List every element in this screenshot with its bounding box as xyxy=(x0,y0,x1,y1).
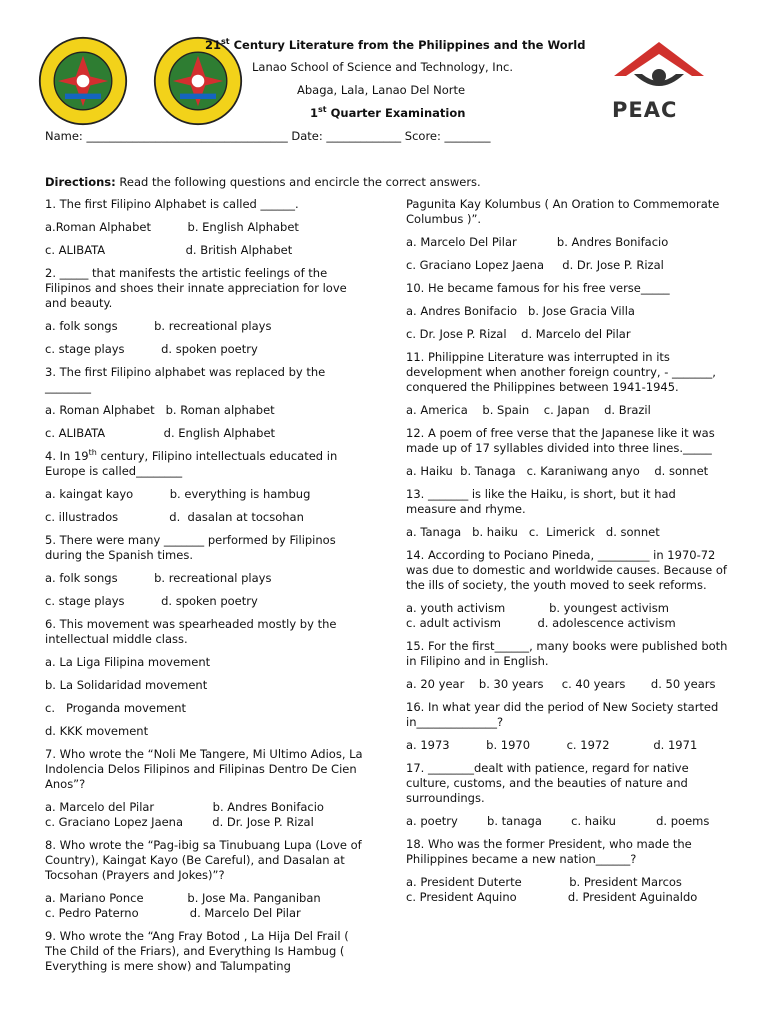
answer-options: a. poetry b. tanaga c. haiku d. poems xyxy=(406,814,710,828)
question-text: 5. There were many _______ performed by Filipinos during the Spanish times. xyxy=(45,533,336,562)
question-text: 17. ________dealt with patience, regard for native culture, customs, and the beauties of nature and surroundings. xyxy=(406,761,689,805)
course-title: 21st Century Literature from the Philippines and the World xyxy=(205,37,586,52)
answer-options: c. ALIBATA d. English Alphabet xyxy=(45,426,276,440)
answer-options: a. folk songs b. recreational plays xyxy=(45,319,272,333)
question-text: 2. _____ that manifests the artistic feelings of the Filipinos and shoes their innate appreciation for love and beauty. xyxy=(45,266,347,310)
answer-options: c. Graciano Lopez Jaena d. Dr. Jose P. Rizal xyxy=(406,258,664,272)
question-text: 9. Who wrote the “Ang Fray Botod , La Hija Del Frail ( The Child of the Friars), and Everything Is Hambug ( Everything is mere show) and Talumpating xyxy=(45,929,349,973)
question-text: 10. He became famous for his free verse_____ xyxy=(406,281,670,295)
question-text: 15. For the first______, many books were published both in Filipino and in English. xyxy=(406,639,728,668)
answer-options: a. 1973 b. 1970 c. 1972 d. 1971 xyxy=(406,738,698,752)
answer-options: a. Marcelo Del Pilar b. Andres Bonifacio xyxy=(406,235,669,249)
answer-options: c. ALIBATA d. British Alphabet xyxy=(45,243,293,257)
peac-brand-text: PEAC xyxy=(612,98,678,122)
exam-title: 1st Quarter Examination xyxy=(310,105,466,120)
answer-options: a. Andres Bonifacio b. Jose Gracia Villa xyxy=(406,304,635,318)
answer-options: a.Roman Alphabet b. English Alphabet xyxy=(45,220,299,234)
school-name: Lanao School of Science and Technology, Inc. xyxy=(252,60,513,74)
answer-options: a. youth activism b. youngest activism xyxy=(406,601,669,615)
right-column xyxy=(406,197,728,905)
answer-options: c. illustrados d. dasalan at tocsohan xyxy=(45,510,304,524)
question-text: 4. In 19th century, Filipino intellectuals educated in Europe is called________ xyxy=(45,448,338,478)
answer-options: c. President Aquino d. President Aguinaldo xyxy=(406,890,698,904)
answer-options: c. stage plays d. spoken poetry xyxy=(45,342,258,356)
question-text: Pagunita Kay Kolumbus ( An Oration to Commemorate Columbus )”. xyxy=(406,197,720,226)
question-text: 18. Who was the former President, who made the Philippines became a new nation______? xyxy=(406,837,692,866)
question-text: 3. The first Filipino alphabet was replaced by the ________ xyxy=(45,365,326,394)
answer-options: c. Graciano Lopez Jaena d. Dr. Jose P. Rizal xyxy=(45,815,314,829)
answer-options: a. 20 year b. 30 years c. 40 years d. 50 years xyxy=(406,677,716,691)
answer-options: d. KKK movement xyxy=(45,724,149,738)
answer-options: a. Haiku b. Tanaga c. Karaniwang anyo d. sonnet xyxy=(406,464,709,478)
question-text: 13. _______ is like the Haiku, is short, but it had measure and rhyme. xyxy=(406,487,676,516)
name-date-score-line: Name: ___________________________________ Date: _____________ Score: ________ xyxy=(45,129,491,143)
question-text: 8. Who wrote the “Pag-ibig sa Tinubuang Lupa (Love of Country), Kaingat Kayo (Be Careful), and Dasalan at Tocsohan (Prayers and Jokes)”? xyxy=(45,838,362,882)
question-text: 11. Philippine Literature was interrupted in its development when another foreign country, - _______, conquered the Philippines between 1941-1945. xyxy=(406,350,716,394)
question-text: 14. According to Pociano Pineda, _________ in 1970-72 was due to domestic and worldwide causes. Because of the ills of society, the youth moved to seek reforms. xyxy=(406,548,727,592)
answer-options: c. Dr. Jose P. Rizal d. Marcelo del Pilar xyxy=(406,327,631,341)
question-text: 7. Who wrote the “Noli Me Tangere, Mi Ultimo Adios, La Indolencia Delos Filipinos and Filipinas Dentro De Cien Anos”? xyxy=(45,747,363,791)
directions-label: Directions: xyxy=(45,175,116,189)
answer-options: a. La Liga Filipina movement xyxy=(45,655,211,669)
directions-text: Read the following questions and encircle the correct answers. xyxy=(115,175,481,189)
answer-options: c. adult activism d. adolescence activism xyxy=(406,616,676,630)
question-text: 12. A poem of free verse that the Japanese like it was made up of 17 syllables divided into three lines._____ xyxy=(406,426,715,455)
question-text: 16. In what year did the period of New Society started in______________? xyxy=(406,700,719,729)
answer-options: c. stage plays d. spoken poetry xyxy=(45,594,258,608)
answer-options: a. Mariano Ponce b. Jose Ma. Panganiban xyxy=(45,891,321,905)
answer-options: b. La Solidaridad movement xyxy=(45,678,208,692)
directions xyxy=(45,175,481,189)
answer-options: c. Proganda movement xyxy=(45,701,187,715)
school-seal-logo xyxy=(38,36,128,126)
answer-options: a. Marcelo del Pilar b. Andres Bonifacio xyxy=(45,800,324,814)
answer-options: a. kaingat kayo b. everything is hambug xyxy=(45,487,311,501)
answer-options: a. Roman Alphabet b. Roman alphabet xyxy=(45,403,275,417)
answer-options: a. folk songs b. recreational plays xyxy=(45,571,272,585)
answer-options: a. Tanaga b. haiku c. Limerick d. sonnet xyxy=(406,525,660,539)
question-text: 6. This movement was spearheaded mostly by the intellectual middle class. xyxy=(45,617,337,646)
school-address: Abaga, Lala, Lanao Del Norte xyxy=(297,83,466,97)
answer-options: a. America b. Spain c. Japan d. Brazil xyxy=(406,403,651,417)
question-text: 1. The first Filipino Alphabet is called ______. xyxy=(45,197,299,211)
answer-options: c. Pedro Paterno d. Marcelo Del Pilar xyxy=(45,906,301,920)
answer-options: a. President Duterte b. President Marcos xyxy=(406,875,682,889)
left-column xyxy=(45,197,365,974)
